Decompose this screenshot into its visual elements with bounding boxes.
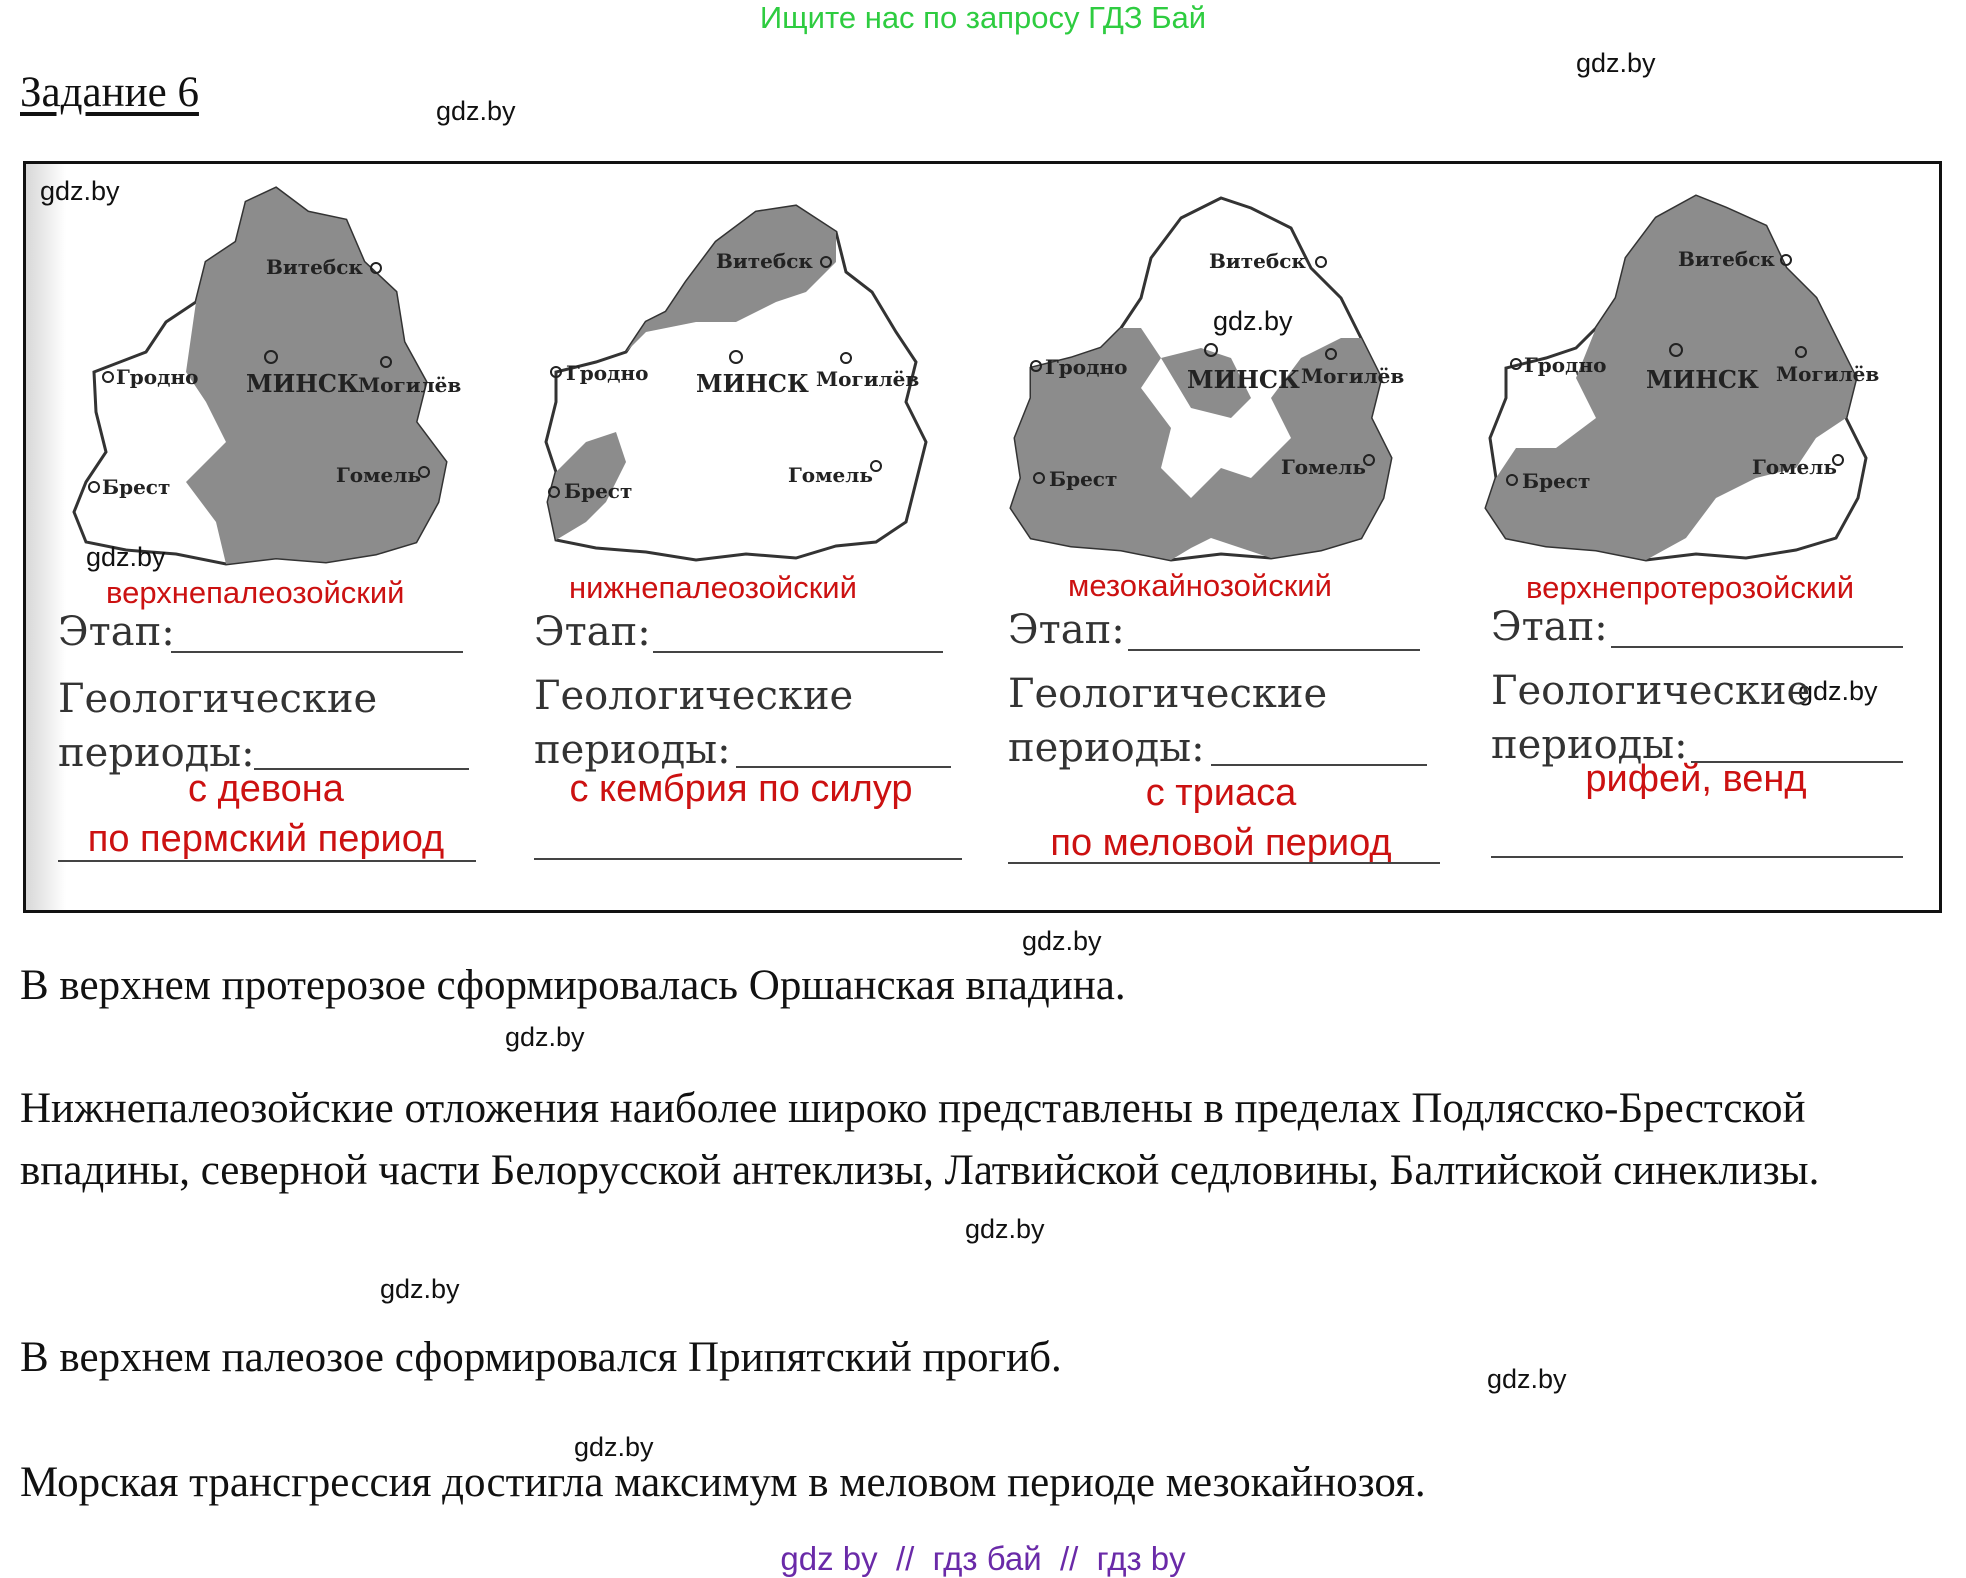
city-brest: Брест [564,479,633,503]
geo-label-line1: Геологические [534,673,854,719]
maps-panel [23,161,1942,913]
city-mogilev: Могилёв [358,373,462,397]
geo-label-line2: периоды: [1491,722,1688,768]
watermark: gdz.by [1576,48,1656,78]
geo-label-line1: Геологические [1008,671,1328,717]
city-grodno: Гродно [566,361,649,385]
city-minsk: МИНСК [246,369,359,398]
city-minsk: МИНСК [1646,365,1759,394]
city-minsk: МИНСК [1187,365,1300,394]
watermark: gdz.by [574,1432,654,1462]
watermark: gdz.by [380,1274,460,1304]
city-brest: Брест [1522,469,1591,493]
paragraph-pripyat: В верхнем палеозое сформировался Припятский прогиб. [20,1334,1062,1381]
period-line [1008,862,1440,864]
city-grodno: Гродно [1045,355,1128,379]
geo-label-line2: периоды: [1008,725,1205,771]
city-brest: Брест [102,475,171,499]
period-answer-line1: с триаса [1145,772,1297,814]
city-vitebsk: Витебск [266,255,363,279]
period-line [58,860,476,862]
watermark: gdz.by [436,96,516,126]
watermark: gdz.by [86,542,166,572]
watermark: gdz.by [1487,1364,1567,1394]
city-vitebsk: Витебск [1209,249,1306,273]
etap-label: Этап: [1491,604,1608,650]
map-upper-proterozoic [1456,178,1926,568]
etap-line [653,651,943,653]
watermark: gdz.by [1213,306,1293,336]
watermark: gdz.by [1022,926,1102,956]
stage-answer: верхнепротерозойский [1526,570,1855,605]
etap-line [171,651,463,653]
geo-label-line1: Геологические [1491,668,1811,714]
etap-line [1128,649,1420,651]
city-gomel: Гомель [1281,455,1366,479]
etap-label: Этап: [1008,607,1125,653]
city-grodno: Гродно [1524,353,1607,377]
task-title: Задание 6 [20,69,199,116]
watermark: gdz.by [1798,676,1878,706]
paragraph-transgression: Морская трансгрессия достигла максимум в меловом периоде мезокайнозоя. [20,1459,1426,1506]
city-gomel: Гомель [1752,455,1837,479]
city-gomel: Гомель [788,463,873,487]
period-answer [56,764,476,864]
period-answer-line2: по пермский период [87,818,445,860]
etap-line [1611,646,1903,648]
watermark: gdz.by [505,1022,585,1052]
period-line [1491,856,1903,858]
paragraph-lower-paleozoic: Нижнепалеозойские отложения наиболее широко представлены в пределах Подлясско-Брестской впадины, северной части Белорусской антеклизы, Латвийской седловины, Балтийской синеклизы. [20,1085,1820,1194]
city-minsk: МИНСК [696,369,809,398]
geo-label-line2: периоды: [534,727,731,773]
geo-label-line1: Геологические [58,676,378,722]
city-grodno: Гродно [116,365,199,389]
etap-label: Этап: [534,609,651,655]
watermark: gdz.by [965,1214,1045,1244]
city-brest: Брест [1049,467,1118,491]
stage-answer: мезокайнозойский [1068,568,1332,603]
stage-answer: верхнепалеозойский [106,575,405,610]
etap-label: Этап: [58,609,175,655]
footer-links: gdz by // гдз бай // гдз by [780,1540,1186,1577]
city-gomel: Гомель [336,463,421,487]
period-answer-line2: с кембрия по силур [569,768,913,810]
geo-periods-label [1008,667,1327,775]
stage-answer: нижнепалеозойский [569,570,857,605]
city-mogilev: Могилёв [1301,364,1405,388]
period-answer-line2: по меловой период [1050,822,1392,864]
geo-label-line2: периоды: [58,730,255,776]
period-line [1211,764,1427,766]
period-answer-line2: рифей, венд [1585,758,1807,800]
period-answer [1001,768,1441,868]
map-upper-paleozoic [46,182,506,572]
map-meso-cenozoic [991,178,1451,568]
map-lower-paleozoic [516,182,976,572]
top-banner: Ищите нас по запросу ГДЗ Бай [759,0,1207,35]
city-vitebsk: Витебск [716,249,813,273]
paragraph-orsha: В верхнем протерозое сформировалась Оршанская впадина. [20,962,1126,1009]
period-answer [526,764,956,814]
period-answer [1486,754,1906,804]
period-answer-line1: с девона [188,768,344,810]
city-mogilev: Могилёв [816,367,920,391]
watermark: gdz.by [40,176,120,206]
city-vitebsk: Витебск [1678,247,1775,271]
city-mogilev: Могилёв [1776,362,1880,386]
geo-periods-label [534,669,853,777]
period-line [534,858,962,860]
